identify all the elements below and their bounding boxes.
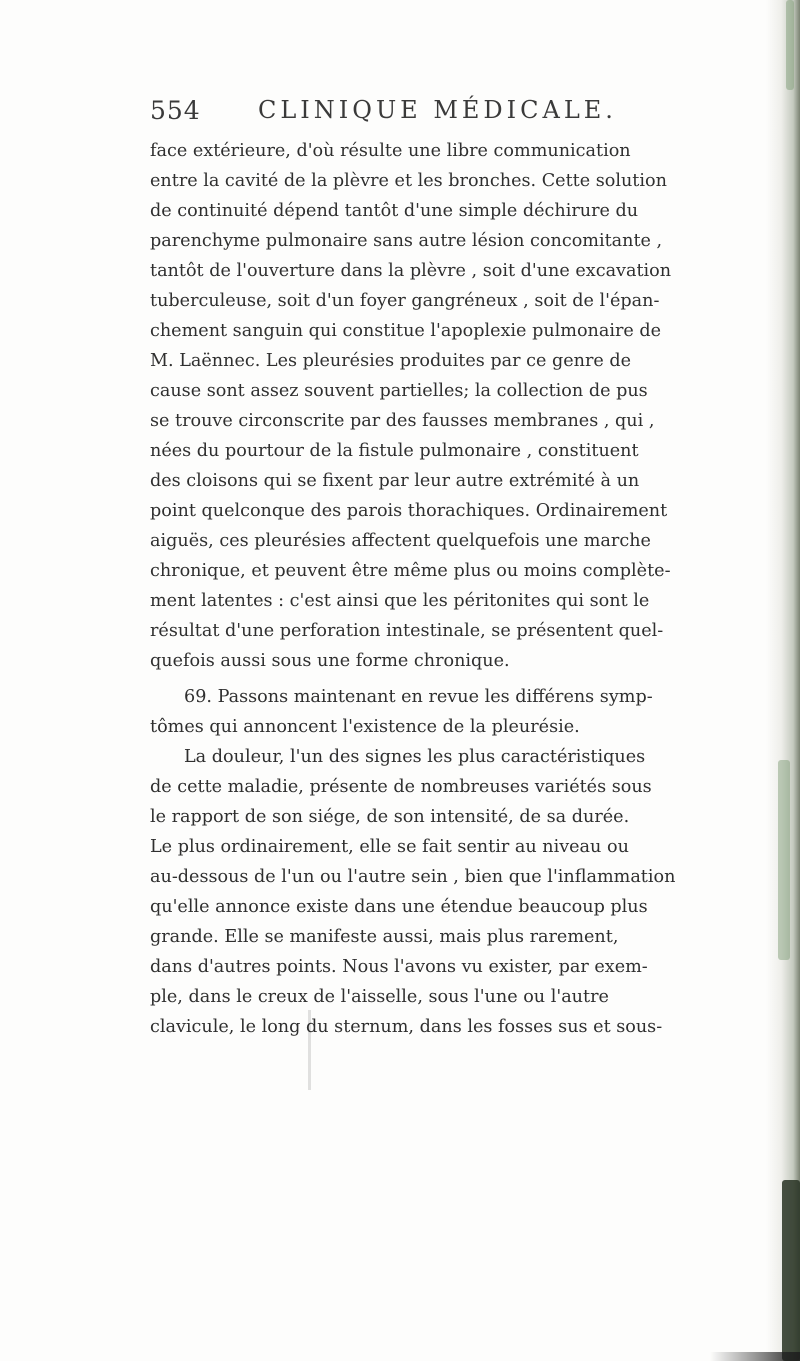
text-line: parenchyme pulmonaire sans autre lésion concomitante , xyxy=(150,231,663,251)
edge-stain xyxy=(778,760,790,960)
text-line: chronique, et peuvent être même plus ou moins complète- xyxy=(150,561,671,581)
text-line: des cloisons qui se fixent par leur autre extrémité à un xyxy=(150,471,640,491)
text-line: grande. Elle se manifeste aussi, mais plus rarement, xyxy=(150,927,619,947)
text-line: de continuité dépend tantôt d'une simple déchirure du xyxy=(150,201,639,221)
text-line: face extérieure, d'où résulte une libre communication xyxy=(150,141,631,161)
text-line: point quelconque des parois thorachiques. Ordinairement xyxy=(150,501,668,521)
page-edge-shadow xyxy=(766,0,800,1361)
text-line: entre la cavité de la plèvre et les bronches. Cette solution xyxy=(150,171,667,191)
page-header xyxy=(150,96,630,130)
edge-stain xyxy=(786,0,794,90)
text-line: ple, dans le creux de l'aisselle, sous l'une ou l'autre xyxy=(150,987,609,1007)
text-line: qu'elle annonce existe dans une étendue beaucoup plus xyxy=(150,897,648,917)
text-line: le rapport de son siége, de son intensité, de sa durée. xyxy=(150,807,630,827)
text-line: au-dessous de l'un ou l'autre sein , bien que l'inflammation xyxy=(150,867,676,887)
text-line: se trouve circonscrite par des fausses membranes , qui , xyxy=(150,411,655,431)
text-line: chement sanguin qui constitue l'apoplexie pulmonaire de xyxy=(150,321,662,341)
running-title: CLINIQUE MÉDICALE. xyxy=(258,96,617,124)
text-line: ment latentes : c'est ainsi que les péritonites qui sont le xyxy=(150,591,650,611)
text-line: clavicule, le long du sternum, dans les fosses sus et sous- xyxy=(150,1017,663,1037)
edge-stain xyxy=(782,1180,800,1361)
text-line: 69. Passons maintenant en revue les différens symp- xyxy=(184,687,653,707)
text-line: de cette maladie, présente de nombreuses variétés sous xyxy=(150,777,652,797)
text-line: cause sont assez souvent partielles; la collection de pus xyxy=(150,381,648,401)
text-line: quefois aussi sous une forme chronique. xyxy=(150,651,510,671)
text-line: nées du pourtour de la fistule pulmonaire , constituent xyxy=(150,441,639,461)
text-line: tuberculeuse, soit d'un foyer gangréneux , soit de l'épan- xyxy=(150,291,660,311)
page-number: 554 xyxy=(150,96,201,125)
text-line: résultat d'une perforation intestinale, se présentent quel- xyxy=(150,621,664,641)
text-line: La douleur, l'un des signes les plus caractéristiques xyxy=(184,747,646,767)
bottom-edge-mark xyxy=(710,1352,800,1361)
text-line: Le plus ordinairement, elle se fait sentir au niveau ou xyxy=(150,837,629,857)
text-line: aiguës, ces pleurésies affectent quelquefois une marche xyxy=(150,531,651,551)
text-line: tantôt de l'ouverture dans la plèvre , soit d'une excavation xyxy=(150,261,672,281)
body-text xyxy=(150,136,676,1042)
text-line: tômes qui annoncent l'existence de la pleurésie. xyxy=(150,717,580,737)
text-line: dans d'autres points. Nous l'avons vu exister, par exem- xyxy=(150,957,648,977)
text-line: M. Laënnec. Les pleurésies produites par ce genre de xyxy=(150,351,632,371)
